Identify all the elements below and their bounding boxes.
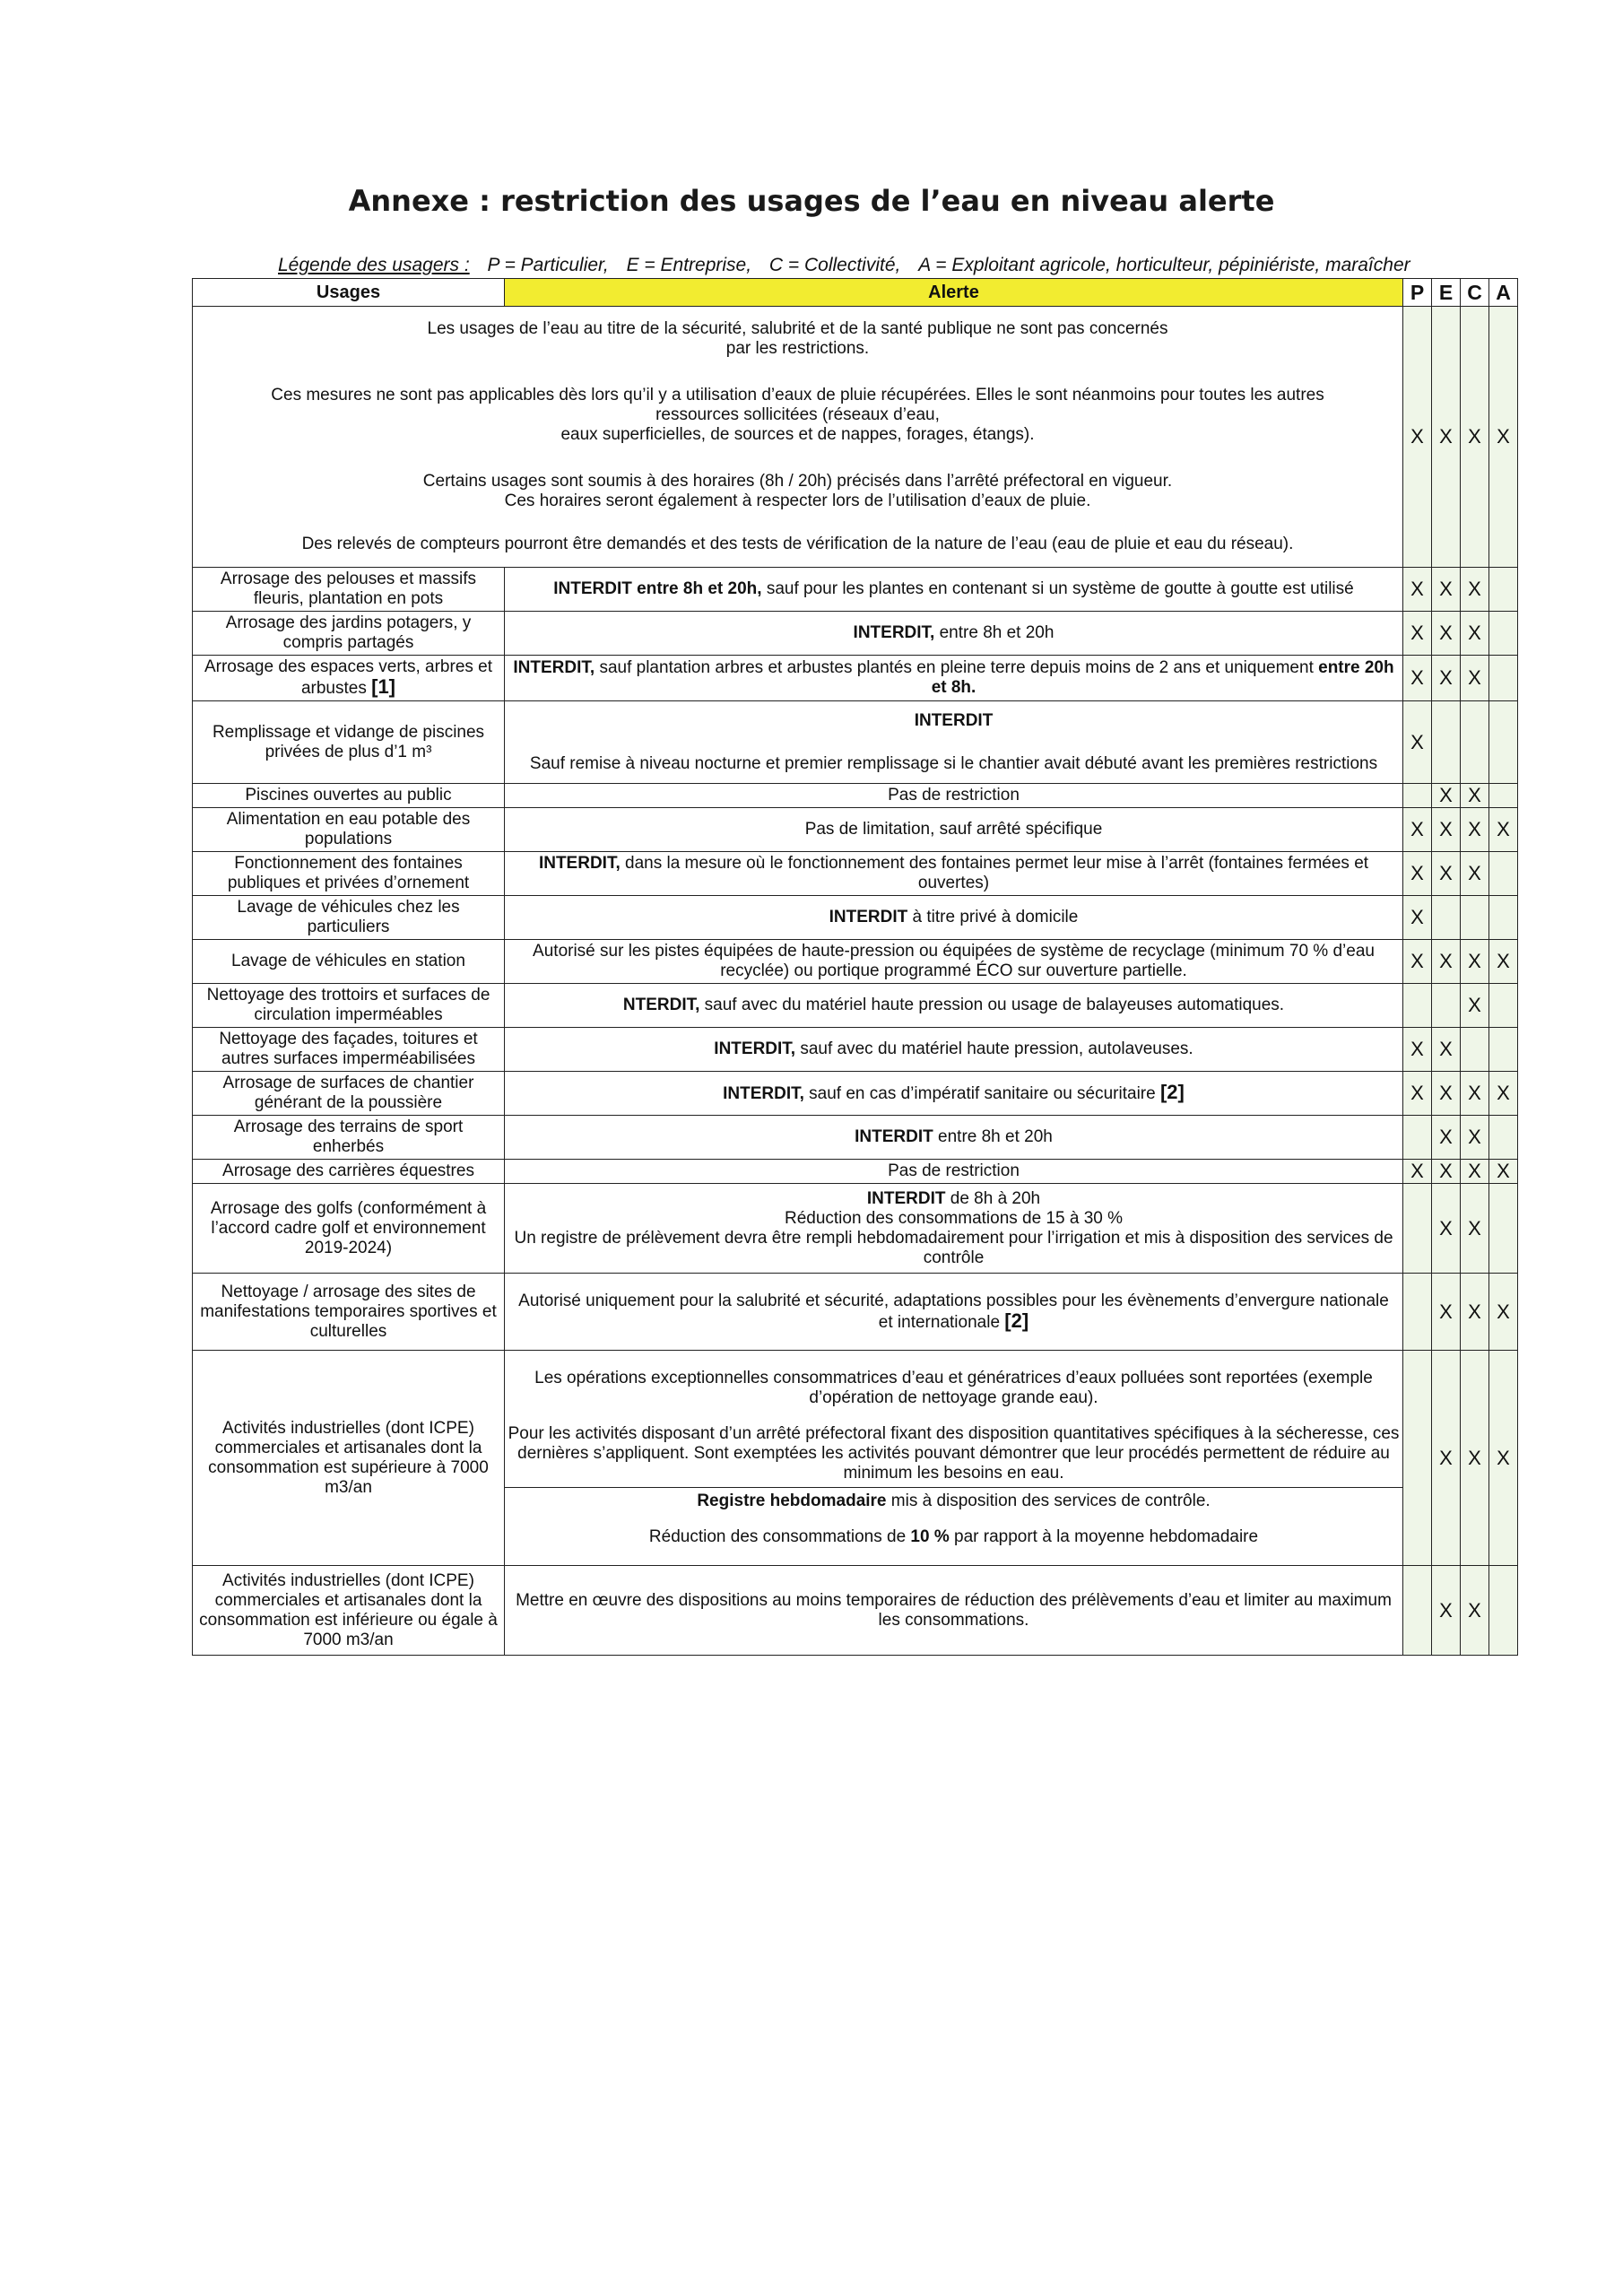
alerte-text: sauf pour les plantes en contenant si un système de goutte à goutte est utilisé xyxy=(761,579,1354,598)
flag-e: X xyxy=(1432,1184,1461,1274)
alerte-bold: INTERDIT, xyxy=(513,658,595,677)
usage-cell xyxy=(193,784,505,808)
flag-e: X xyxy=(1432,784,1461,808)
info-line: Les usages de l’eau au titre de la sécurité, salubrité et de la santé publique ne sont pas concernés xyxy=(427,319,1168,338)
alerte-bold: INTERDIT, xyxy=(538,854,621,873)
usage-text: Arrosage de surfaces de chantier générant de la poussière xyxy=(222,1074,474,1112)
alerte-cell xyxy=(505,701,1403,784)
table-row xyxy=(193,701,1518,784)
usage-text: Arrosage des carrières équestres xyxy=(222,1161,474,1180)
usage-cell xyxy=(193,1566,505,1656)
usage-cell xyxy=(193,1072,505,1116)
info-line: Certains usages sont soumis à des horaires (8h / 20h) précisés dans l’arrêté préfectoral en vigueur. xyxy=(422,472,1173,491)
flag-c: X xyxy=(1461,808,1489,852)
alerte-text: sauf en cas d’impératif sanitaire ou sécuritaire xyxy=(803,1084,1160,1103)
usage-text: Nettoyage des façades, toitures et autres surfaces imperméabilisées xyxy=(219,1030,478,1068)
flag-a: X xyxy=(1489,808,1518,852)
flag-e xyxy=(1432,701,1461,784)
alerte-cell xyxy=(505,1351,1403,1566)
flag-e: X xyxy=(1432,568,1461,612)
alerte-cell xyxy=(505,852,1403,896)
flag-c: X xyxy=(1461,1566,1489,1656)
table-row xyxy=(193,568,1518,612)
table-row xyxy=(193,1184,1518,1274)
flag-p: X xyxy=(1403,808,1432,852)
page-title: Annexe : restriction des usages de l’eau en niveau alerte xyxy=(348,184,1275,218)
usage-cell xyxy=(193,984,505,1028)
alerte-bold: INTERDIT, xyxy=(853,623,935,642)
flag-e: X xyxy=(1432,808,1461,852)
usage-cell xyxy=(193,1351,505,1566)
header-usages: Usages xyxy=(193,279,505,307)
flag-a: X xyxy=(1489,1351,1518,1566)
info-line: Ces horaires seront également à respecter lors de l’utilisation d’eaux de pluie. xyxy=(504,491,1091,510)
flag-p: X xyxy=(1403,852,1432,896)
flag-e: X xyxy=(1432,1566,1461,1656)
usage-text: Activités industrielles (dont ICPE) commerciales et artisanales dont la consommation est supérieure à 7000 m3/an xyxy=(208,1418,489,1497)
alerte-text: de 8h à 20h xyxy=(945,1188,1041,1208)
flag-c: X xyxy=(1461,852,1489,896)
flag-a xyxy=(1489,1184,1518,1274)
info-line: ressources sollicitées (réseaux d’eau, xyxy=(655,405,940,424)
table-row xyxy=(193,852,1518,896)
alerte-text: Mettre en œuvre des dispositions au moins temporaires de réduction des prélèvements d’eau et limiter au maximum les consommations. xyxy=(516,1590,1392,1630)
alerte-cell xyxy=(505,1160,1403,1184)
alerte-text: Les opérations exceptionnelles consommatrices d’eau et génératrices d’eaux polluées sont reportées (exemple d’opération de nettoyage grande eau). xyxy=(534,1369,1373,1407)
flag-p: X xyxy=(1403,896,1432,940)
flag-p: X xyxy=(1403,940,1432,984)
alerte-cell xyxy=(505,896,1403,940)
info-row xyxy=(193,307,1518,568)
alerte-bottom xyxy=(505,1488,1402,1547)
flag-p xyxy=(1403,1566,1432,1656)
usage-text: Arrosage des jardins potagers, y compris partagés xyxy=(225,613,472,652)
table-row xyxy=(193,1072,1518,1116)
usage-text: Arrosage des terrains de sport enherbés xyxy=(233,1118,464,1156)
flag-c xyxy=(1461,896,1489,940)
alerte-text: Réduction des consommations de xyxy=(648,1527,911,1546)
flag-a xyxy=(1489,1566,1518,1656)
alerte-cell xyxy=(505,1566,1403,1656)
flag-e: X xyxy=(1432,1160,1461,1184)
usage-text: Activités industrielles (dont ICPE) commerciales et artisanales dont la consommation est inférieure ou égale à 7000 m3/an xyxy=(199,1570,498,1649)
usage-text: Remplissage et vidange de piscines privées de plus d’1 m³ xyxy=(212,722,485,761)
flag-c xyxy=(1461,1028,1489,1072)
legend xyxy=(278,255,1533,276)
flag-e: X xyxy=(1432,1116,1461,1160)
table-header-row xyxy=(193,279,1518,307)
alerte-cell xyxy=(505,808,1403,852)
footnote-ref: [2] xyxy=(1004,1309,1029,1332)
alerte-text: sauf plantation arbres et arbustes plantés en pleine terre depuis moins de 2 ans et uniquement xyxy=(595,658,1319,677)
flag-e xyxy=(1432,896,1461,940)
flag-c: X xyxy=(1461,1274,1489,1351)
alerte-text: sauf avec du matériel haute pression ou usage de balayeuses automatiques. xyxy=(699,996,1285,1014)
table-row xyxy=(193,940,1518,984)
header-c: C xyxy=(1461,279,1489,307)
usage-cell xyxy=(193,701,505,784)
info-cell xyxy=(193,307,1403,568)
info-flag-c: X xyxy=(1461,307,1489,568)
alerte-text: Réduction des consommations de 15 à 30 % xyxy=(784,1208,1124,1228)
info-flag-e: X xyxy=(1432,307,1461,568)
alerte-bold: Registre hebdomadaire xyxy=(697,1492,887,1510)
flag-p xyxy=(1403,784,1432,808)
flag-c: X xyxy=(1461,1160,1489,1184)
info-line: Des relevés de compteurs pourront être demandés et des tests de vérification de la nature de l’eau (eau de pluie et eau du réseau). xyxy=(301,535,1294,553)
alerte-bold: INTERDIT entre 8h et 20h, xyxy=(553,579,762,598)
table-row xyxy=(193,984,1518,1028)
flag-e xyxy=(1432,984,1461,1028)
flag-p: X xyxy=(1403,1072,1432,1116)
header-e: E xyxy=(1432,279,1461,307)
flag-c: X xyxy=(1461,784,1489,808)
alerte-cell xyxy=(505,1028,1403,1072)
flag-p xyxy=(1403,1274,1432,1351)
flag-c xyxy=(1461,701,1489,784)
alerte-cell xyxy=(505,1072,1403,1116)
flag-a: X xyxy=(1489,1072,1518,1116)
alerte-text: Pas de limitation, sauf arrêté spécifique xyxy=(804,820,1103,839)
info-line: par les restrictions. xyxy=(725,339,870,358)
alerte-text: Pas de restriction xyxy=(888,1161,1020,1180)
info-flag-p: X xyxy=(1403,307,1432,568)
usage-cell xyxy=(193,1274,505,1351)
alerte-text: Autorisé uniquement pour la salubrité et sécurité, adaptations possibles pour les évènements d’envergure nationale et internationale xyxy=(518,1291,1389,1332)
alerte-text: dans la mesure où le fonctionnement des fontaines permet leur mise à l’arrêt (fontaines fermées et ouvertes) xyxy=(620,854,1369,892)
flag-p: X xyxy=(1403,1028,1432,1072)
usage-text: Nettoyage des trottoirs et surfaces de circulation imperméables xyxy=(206,986,490,1024)
usage-cell xyxy=(193,1116,505,1160)
alerte-cell xyxy=(505,568,1403,612)
flag-a xyxy=(1489,896,1518,940)
alerte-text: Sauf remise à niveau nocturne et premier remplissage si le chantier avait débuté avant les premières restrictions xyxy=(529,753,1378,773)
usage-cell xyxy=(193,896,505,940)
alerte-bold: 10 % xyxy=(910,1527,950,1546)
flag-a xyxy=(1489,984,1518,1028)
alerte-bold: entre 20h et 8h. xyxy=(931,658,1394,697)
flag-e: X xyxy=(1432,1072,1461,1116)
usage-text: Lavage de véhicules chez les particuliers xyxy=(237,898,460,936)
flag-e: X xyxy=(1432,1028,1461,1072)
alerte-cell xyxy=(505,612,1403,656)
alerte-bold: NTERDIT, xyxy=(622,996,700,1014)
flag-a xyxy=(1489,656,1518,701)
usage-text: Lavage de véhicules en station xyxy=(231,952,465,970)
flag-c: X xyxy=(1461,940,1489,984)
alerte-cell xyxy=(505,1184,1403,1274)
alerte-bold: INTERDIT xyxy=(855,1127,933,1146)
flag-c: X xyxy=(1461,656,1489,701)
alerte-text: Pas de restriction xyxy=(888,786,1020,804)
usage-text: Arrosage des espaces verts, arbres et arbustes xyxy=(204,657,493,698)
usage-cell xyxy=(193,656,505,701)
flag-c: X xyxy=(1461,1184,1489,1274)
alerte-bold: INTERDIT xyxy=(866,1188,946,1208)
table-row xyxy=(193,784,1518,808)
table-row xyxy=(193,896,1518,940)
table-row xyxy=(193,1351,1518,1566)
footnote-ref: [1] xyxy=(371,675,396,698)
legend-item-p: P = Particulier, xyxy=(487,255,609,275)
table-row xyxy=(193,808,1518,852)
table-row xyxy=(193,1566,1518,1656)
alerte-text: entre 8h et 20h xyxy=(934,623,1055,642)
legend-item-c: C = Collectivité, xyxy=(768,255,901,275)
flag-e: X xyxy=(1432,656,1461,701)
alerte-cell xyxy=(505,784,1403,808)
flag-p xyxy=(1403,1351,1432,1566)
usage-cell xyxy=(193,852,505,896)
flag-c: X xyxy=(1461,984,1489,1028)
usage-text: Arrosage des golfs (conformément à l’accord cadre golf et environnement 2019-2024) xyxy=(210,1198,487,1257)
alerte-text: Autorisé sur les pistes équipées de haute-pression ou équipées de système de recyclage (minimum 70 % d’eau recyclée) ou portique programmé ÉCO sur ouverture partielle. xyxy=(533,942,1375,980)
flag-a: X xyxy=(1489,1160,1518,1184)
info-flag-a: X xyxy=(1489,307,1518,568)
flag-p xyxy=(1403,984,1432,1028)
flag-a xyxy=(1489,1116,1518,1160)
table-row xyxy=(193,656,1518,701)
flag-a: X xyxy=(1489,1274,1518,1351)
flag-e: X xyxy=(1432,1351,1461,1566)
usage-cell xyxy=(193,940,505,984)
flag-c: X xyxy=(1461,1351,1489,1566)
flag-e: X xyxy=(1432,1274,1461,1351)
alerte-cell xyxy=(505,940,1403,984)
usage-text: Piscines ouvertes au public xyxy=(245,786,452,804)
alerte-top xyxy=(505,1369,1402,1488)
legend-item-a: A = Exploitant agricole, horticulteur, pépiniériste, maraîcher xyxy=(918,255,1410,275)
flag-a xyxy=(1489,852,1518,896)
flag-a xyxy=(1489,784,1518,808)
info-line: eaux superficielles, de sources et de nappes, forages, étangs). xyxy=(560,425,1035,444)
usage-text: Arrosage des pelouses et massifs fleuris, plantation en pots xyxy=(220,570,477,608)
flag-e: X xyxy=(1432,612,1461,656)
alerte-bold: INTERDIT, xyxy=(723,1084,804,1103)
usage-cell xyxy=(193,612,505,656)
usage-cell xyxy=(193,1184,505,1274)
flag-p xyxy=(1403,1116,1432,1160)
flag-a xyxy=(1489,701,1518,784)
footnote-ref: [2] xyxy=(1159,1081,1185,1103)
legend-label: Légende des usagers : xyxy=(278,255,470,275)
alerte-bold: INTERDIT xyxy=(829,908,908,926)
flag-c: X xyxy=(1461,612,1489,656)
alerte-cell xyxy=(505,984,1403,1028)
legend-item-e: E = Entreprise, xyxy=(626,255,752,275)
usage-cell xyxy=(193,1160,505,1184)
flag-c: X xyxy=(1461,568,1489,612)
flag-c: X xyxy=(1461,1116,1489,1160)
restrictions-table xyxy=(192,278,1518,1656)
flag-p xyxy=(1403,1184,1432,1274)
alerte-cell xyxy=(505,1116,1403,1160)
flag-p: X xyxy=(1403,568,1432,612)
info-line: Ces mesures ne sont pas applicables dès lors qu’il y a utilisation d’eaux de pluie récupérées. Elles le sont néanmoins pour toutes les autres xyxy=(271,386,1324,404)
usage-text: Alimentation en eau potable des populations xyxy=(226,810,471,848)
flag-p: X xyxy=(1403,1160,1432,1184)
usage-text: Fonctionnement des fontaines publiques et privées d’ornement xyxy=(227,854,470,892)
flag-c: X xyxy=(1461,1072,1489,1116)
alerte-text: Pour les activités disposant d’un arrêté préfectoral fixant des disposition quantitatives spécifiques à la sécheresse, ces dernières s’appliquent. Sont exemptées les activités pouvant démontrer que leur procédés permettent de réduire au minimum les besoins en eau. xyxy=(508,1424,1400,1483)
table-row xyxy=(193,1274,1518,1351)
alerte-text: sauf avec du matériel haute pression, autolaveuses. xyxy=(795,1039,1193,1058)
alerte-cell xyxy=(505,656,1403,701)
usage-cell xyxy=(193,1028,505,1072)
usage-cell xyxy=(193,568,505,612)
header-alerte: Alerte xyxy=(505,279,1403,307)
alerte-text: par rapport à la moyenne hebdomadaire xyxy=(949,1527,1259,1546)
flag-a xyxy=(1489,1028,1518,1072)
alerte-text: mis à disposition des services de contrôle. xyxy=(886,1492,1211,1510)
flag-a xyxy=(1489,612,1518,656)
alerte-text: à titre privé à domicile xyxy=(907,908,1079,926)
header-p: P xyxy=(1403,279,1432,307)
alerte-bold: INTERDIT, xyxy=(714,1039,796,1058)
alerte-text: entre 8h et 20h xyxy=(933,1127,1053,1146)
alerte-cell xyxy=(505,1274,1403,1351)
flag-a: X xyxy=(1489,940,1518,984)
flag-p: X xyxy=(1403,656,1432,701)
header-a: A xyxy=(1489,279,1518,307)
flag-p: X xyxy=(1403,612,1432,656)
flag-e: X xyxy=(1432,852,1461,896)
alerte-bold: INTERDIT xyxy=(914,710,994,730)
flag-p: X xyxy=(1403,701,1432,784)
usage-text: Nettoyage / arrosage des sites de manifestations temporaires sportives et culturelles xyxy=(200,1282,497,1341)
flag-a xyxy=(1489,568,1518,612)
alerte-text: Un registre de prélèvement devra être rempli hebdomadairement pour l’irrigation et mis à disposition des services de contrôle xyxy=(514,1228,1393,1267)
flag-e: X xyxy=(1432,940,1461,984)
table-row xyxy=(193,1116,1518,1160)
table-row xyxy=(193,612,1518,656)
table-row xyxy=(193,1028,1518,1072)
usage-cell xyxy=(193,808,505,852)
table-row xyxy=(193,1160,1518,1184)
